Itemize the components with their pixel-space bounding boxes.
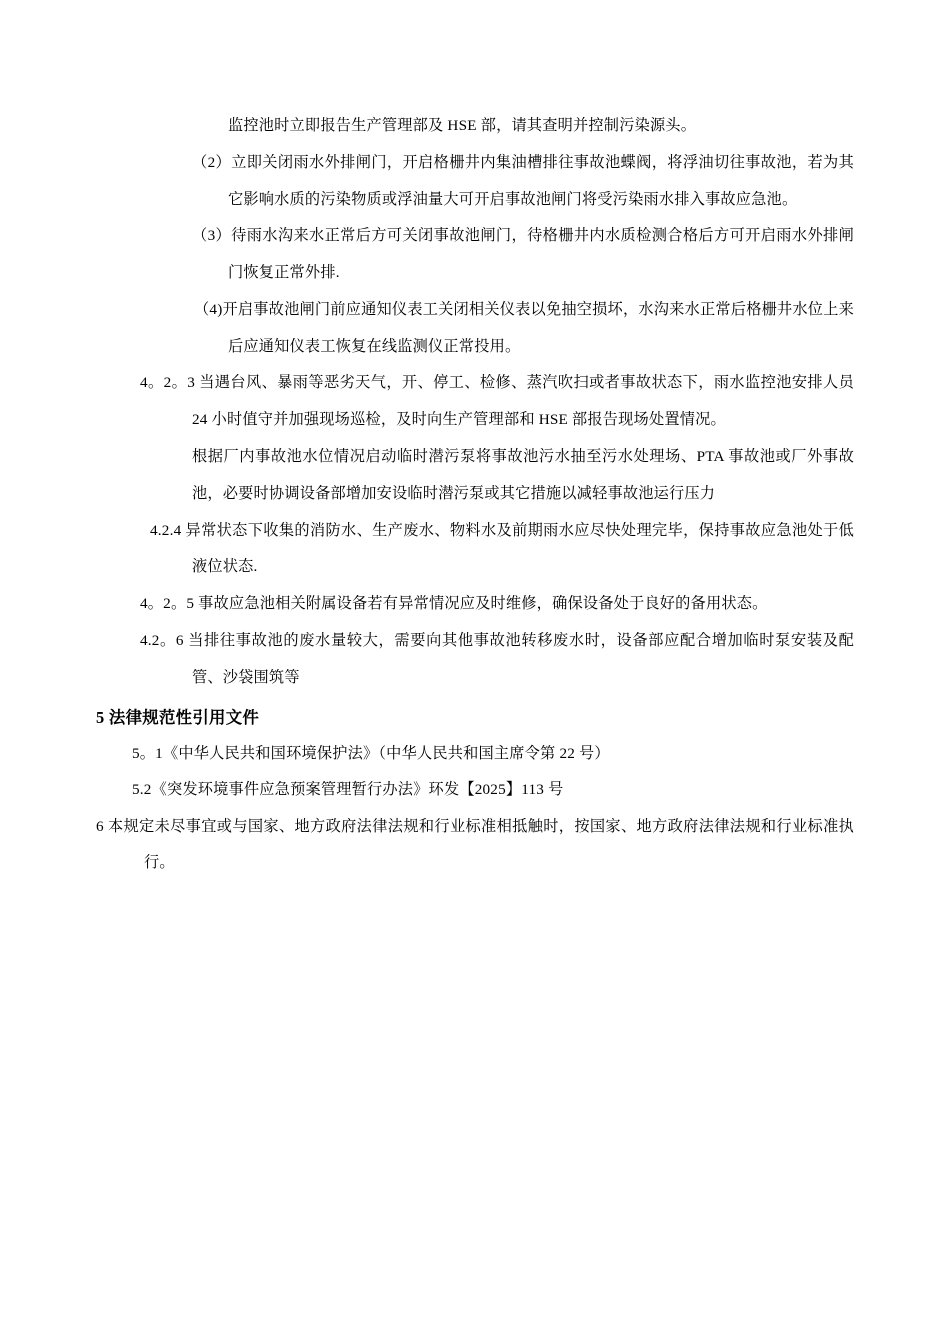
item-4-2-4: 4.2.4 异常状态下收集的消防水、生产废水、物料水及前期雨水应尽快处理完毕，保持事故应急池处于低液位状态. [150,521,854,576]
continuation-line-monitor-pool: 监控池时立即报告生产管理部及 HSE 部，请其查明并控制污染源头。 [228,117,697,134]
item-4-2-2-4: （4)开启事故池闸门前应通知仪表工关闭相关仪表以免抽空损坏，水沟来水正常后格栅井水位上来后应通知仪表工恢复在线监测仪正常投用。 [194,300,854,355]
item-4-2-3: 4。2。3 当遇台风、暴雨等恶劣天气，开、停工、检修、蒸汽吹扫或者事故状态下，雨水监控池安排人员 24 小时值守并加强现场巡检，及时向生产管理部和 HSE 部报告现场处置情况。 [140,374,854,429]
item-4-2-3-sub: 根据厂内事故池水位情况启动临时潜污泵将事故池污水抽至污水处理场、PTA 事故池或厂外事故池，必要时协调设备部增加安设临时潜污泵或其它措施以减轻事故池运行压力 [192,448,854,502]
item-4-2-6: 4.2。6 当排往事故池的废水量较大，需要向其他事故池转移废水时，设备部应配合增加临时泵安装及配管、沙袋围筑等 [140,631,854,686]
item-4-2-5: 4。2。5 事故应急池相关附属设备若有异常情况应及时维修，确保设备处于良好的备用状态。 [140,595,768,613]
section-heading-5: 5 法律规范性引用文件 [96,707,260,727]
item-5-1: 5。1《中华人民共和国环境保护法》（中华人民共和国主席令第 22 号） [132,745,610,763]
item-4-2-2-2: （2）立即关闭雨水外排闸门，开启格栅井内集油槽排往事故池蝶阀，将浮油切往事故池，若为其它影响水质的污染物质或浮油量大可开启事故池闸门将受污染雨水排入事故应急池。 [192,153,854,208]
item-4-2-2-3: （3）待雨水沟来水正常后方可关闭事故池闸门，待格栅井内水质检测合格后方可开启雨水外排闸门恢复正常外排. [192,227,854,282]
item-5-2: 5.2《突发环境事件应急预案管理暂行办法》环发【2025】113 号 [132,781,564,799]
item-6: 6 本规定未尽事宜或与国家、地方政府法律法规和行业标准相抵触时，按国家、地方政府法律法规和行业标准执行。 [96,817,854,871]
